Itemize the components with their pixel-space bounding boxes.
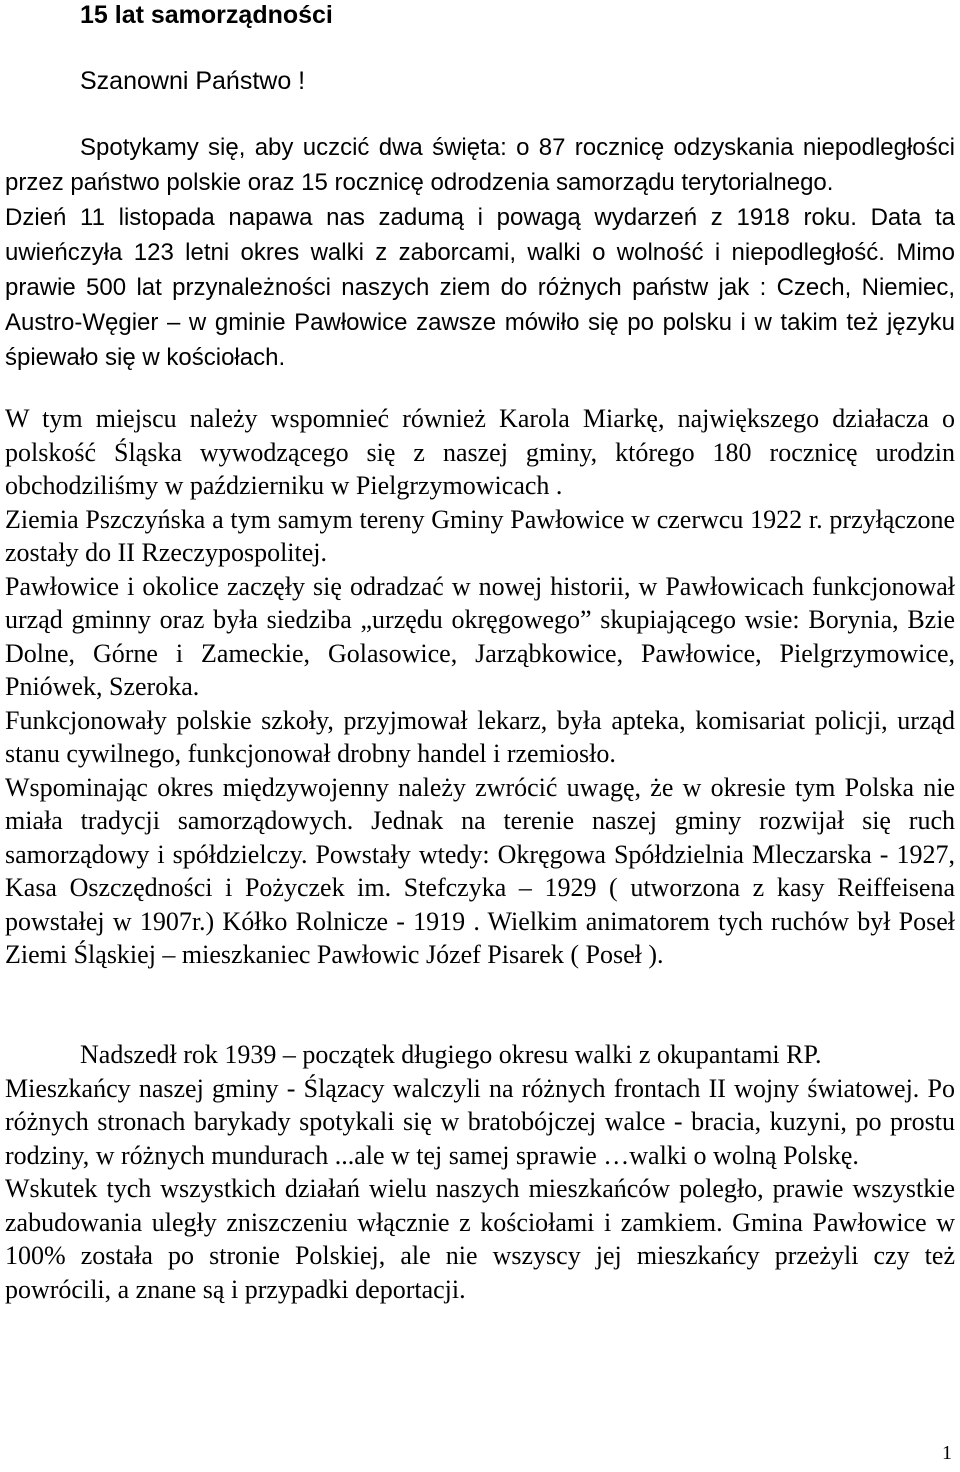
paragraph: Dzień 11 listopada napawa nas zadumą i powagą wydarzeń z 1918 roku. Data ta uwieńczyła 123 letni okres walki z zaborcami, walki o wolność i niepodległość. Mimo prawie 500 lat przynależności naszych ziem do różnych państw jak : Czech, Niemiec, Austro-Węgier – w gminie Pawłowice zawsze mówiło się po polsku i w takim też języku śpiewało się w kościołach. bbox=[5, 204, 955, 371]
paragraph: Wspominając okres międzywojenny należy zwrócić uwagę, że w okresie tym Polska nie miała tradycji samorządowych. Jednak na terenie naszej gminy rozwijał się ruch samorządowy i spółdzielczy. Powstały wtedy: Okręgowa Spółdzielnia Mleczarska - 1927, Kasa Oszczędności i Pożyczek im. Stefczyka – 1929 ( utworzona z kasy Reiffeisena powstałej w 1907r.) Kółko Rolnicze - 1919 . Wielkim animatorem tych ruchów był Poseł Ziemi Śląskiej – mieszkaniec Pawłowic Józef Pisarek ( Poseł ). bbox=[5, 772, 955, 969]
paragraph: Spotykamy się, aby uczcić dwa święta: o 87 rocznicę odzyskania niepodległości przez państwo polskie oraz 15 rocznicę odrodzenia samorządu terytorialnego. bbox=[5, 134, 955, 196]
paragraph: W tym miejscu należy wspomnieć również Karola Miarkę, największego działacza o polskość Śląska wywodzącego się z naszej gminy, którego 180 rocznicę urodzin obchodziliśmy w październiku w Pielgrzymowicach . bbox=[5, 404, 955, 500]
paragraph: Funkcjonowały polskie szkoły, przyjmował lekarz, była apteka, komisariat policji, urząd stanu cywilnego, funkcjonował drobny handel i rzemiosło. bbox=[5, 705, 955, 768]
page-number: 1 bbox=[942, 1442, 952, 1464]
paragraph: Pawłowice i okolice zaczęły się odradzać w nowej historii, w Pawłowicach funkcjonował urząd gminny oraz była siedziba „urzędu okręgowego” skupiającego wsie: Borynia, Bzie Dolne, Górne i Zameckie, Golasowice, Jarząbkowice, Pawłowice, Pielgrzymowice, Pniówek, Szeroka. bbox=[5, 571, 955, 701]
paragraph: Ziemia Pszczyńska a tym samym tereny Gminy Pawłowice w czerwcu 1922 r. przyłączone zostały do II Rzeczypospolitej. bbox=[5, 504, 955, 567]
paragraph: Wskutek tych wszystkich działań wielu naszych mieszkańców poległo, prawie wszystkie zabudowania uległy zniszczeniu włącznie z kościołami i zamkiem. Gmina Pawłowice w 100% została po stronie Polskiej, ale nie wszyscy jej mieszkańcy przeżyli czy też powrócili, a znane są i przypadki deportacji. bbox=[5, 1174, 955, 1304]
paragraph: Nadszedł rok 1939 – początek długiego okresu walki z okupantami RP. bbox=[80, 1040, 822, 1069]
body-section-1 bbox=[5, 130, 955, 375]
salutation: Szanowni Państwo ! bbox=[80, 67, 306, 95]
paragraph: Mieszkańcy naszej gminy - Ślązacy walczyli na różnych frontach II wojny światowej. Po różnych stronach barykady spotykali się w bratobójczej walce - bracia, kuzyni, po prostu rodziny, w różnych mundurach ...ale w tej samej sprawie …walki o wolną Polskę. bbox=[5, 1073, 955, 1170]
body-section-3 bbox=[5, 1038, 955, 1306]
body-section-2 bbox=[5, 402, 955, 972]
document-title: 15 lat samorządności bbox=[80, 1, 333, 29]
